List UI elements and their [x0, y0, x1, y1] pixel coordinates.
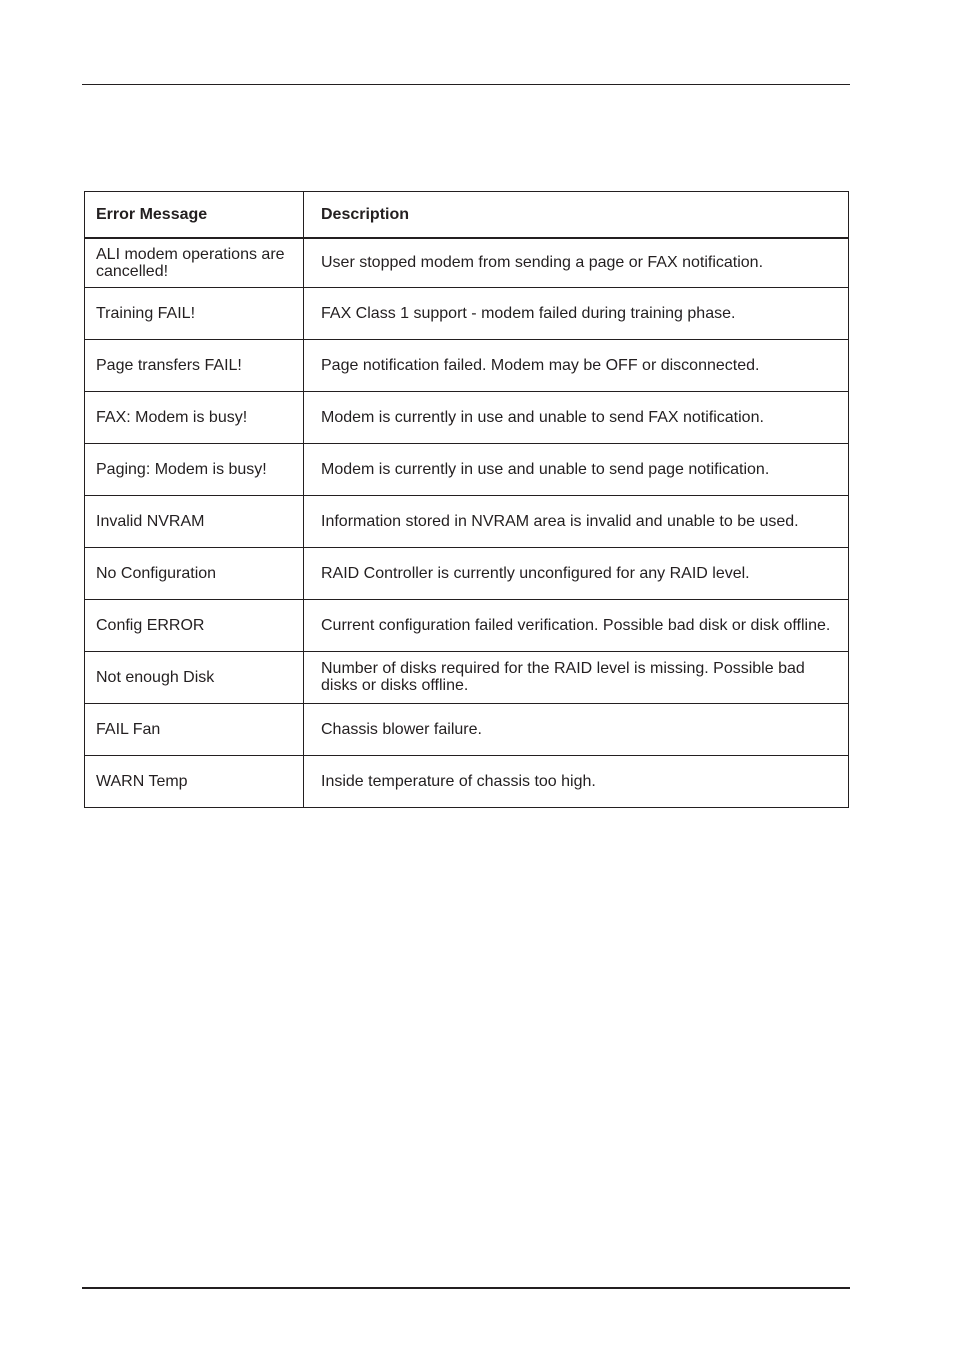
footer-rule: [82, 1287, 850, 1289]
column-header-error-message: Error Message: [85, 192, 304, 239]
error-message-cell: No Configuration: [85, 547, 304, 599]
error-message-cell: Invalid NVRAM: [85, 495, 304, 547]
error-message-cell: FAX: Modem is busy!: [85, 391, 304, 443]
description-cell: User stopped modem from sending a page or FAX notification.: [304, 238, 849, 287]
table-row: [85, 495, 849, 547]
table-row: [85, 755, 849, 807]
description-cell: Inside temperature of chassis too high.: [304, 755, 849, 807]
description-cell: RAID Controller is currently unconfigured for any RAID level.: [304, 547, 849, 599]
column-header-description: Description: [304, 192, 849, 239]
description-cell: Current configuration failed verification. Possible bad disk or disk offline.: [304, 599, 849, 651]
table-header-row: [85, 192, 849, 239]
error-message-cell: FAIL Fan: [85, 703, 304, 755]
error-message-cell: Paging: Modem is busy!: [85, 443, 304, 495]
description-cell: Modem is currently in use and unable to send FAX notification.: [304, 391, 849, 443]
description-cell: Information stored in NVRAM area is invalid and unable to be used.: [304, 495, 849, 547]
table-row: [85, 703, 849, 755]
error-message-cell: WARN Temp: [85, 755, 304, 807]
error-message-cell: ALI modem operations are cancelled!: [85, 238, 304, 287]
error-message-table: [84, 191, 849, 808]
table-row: [85, 391, 849, 443]
table-row: [85, 599, 849, 651]
table-row: [85, 287, 849, 339]
error-message-cell: Training FAIL!: [85, 287, 304, 339]
description-cell: Modem is currently in use and unable to send page notification.: [304, 443, 849, 495]
table-row: [85, 547, 849, 599]
table-row: [85, 339, 849, 391]
table-row: [85, 651, 849, 703]
error-message-cell: Not enough Disk: [85, 651, 304, 703]
description-cell: Number of disks required for the RAID level is missing. Possible bad disks or disks offline.: [304, 651, 849, 703]
table-row: [85, 238, 849, 287]
description-cell: Page notification failed. Modem may be OFF or disconnected.: [304, 339, 849, 391]
header-rule: [82, 84, 850, 85]
description-cell: Chassis blower failure.: [304, 703, 849, 755]
error-message-cell: Config ERROR: [85, 599, 304, 651]
error-message-cell: Page transfers FAIL!: [85, 339, 304, 391]
description-cell: FAX Class 1 support - modem failed during training phase.: [304, 287, 849, 339]
table-row: [85, 443, 849, 495]
